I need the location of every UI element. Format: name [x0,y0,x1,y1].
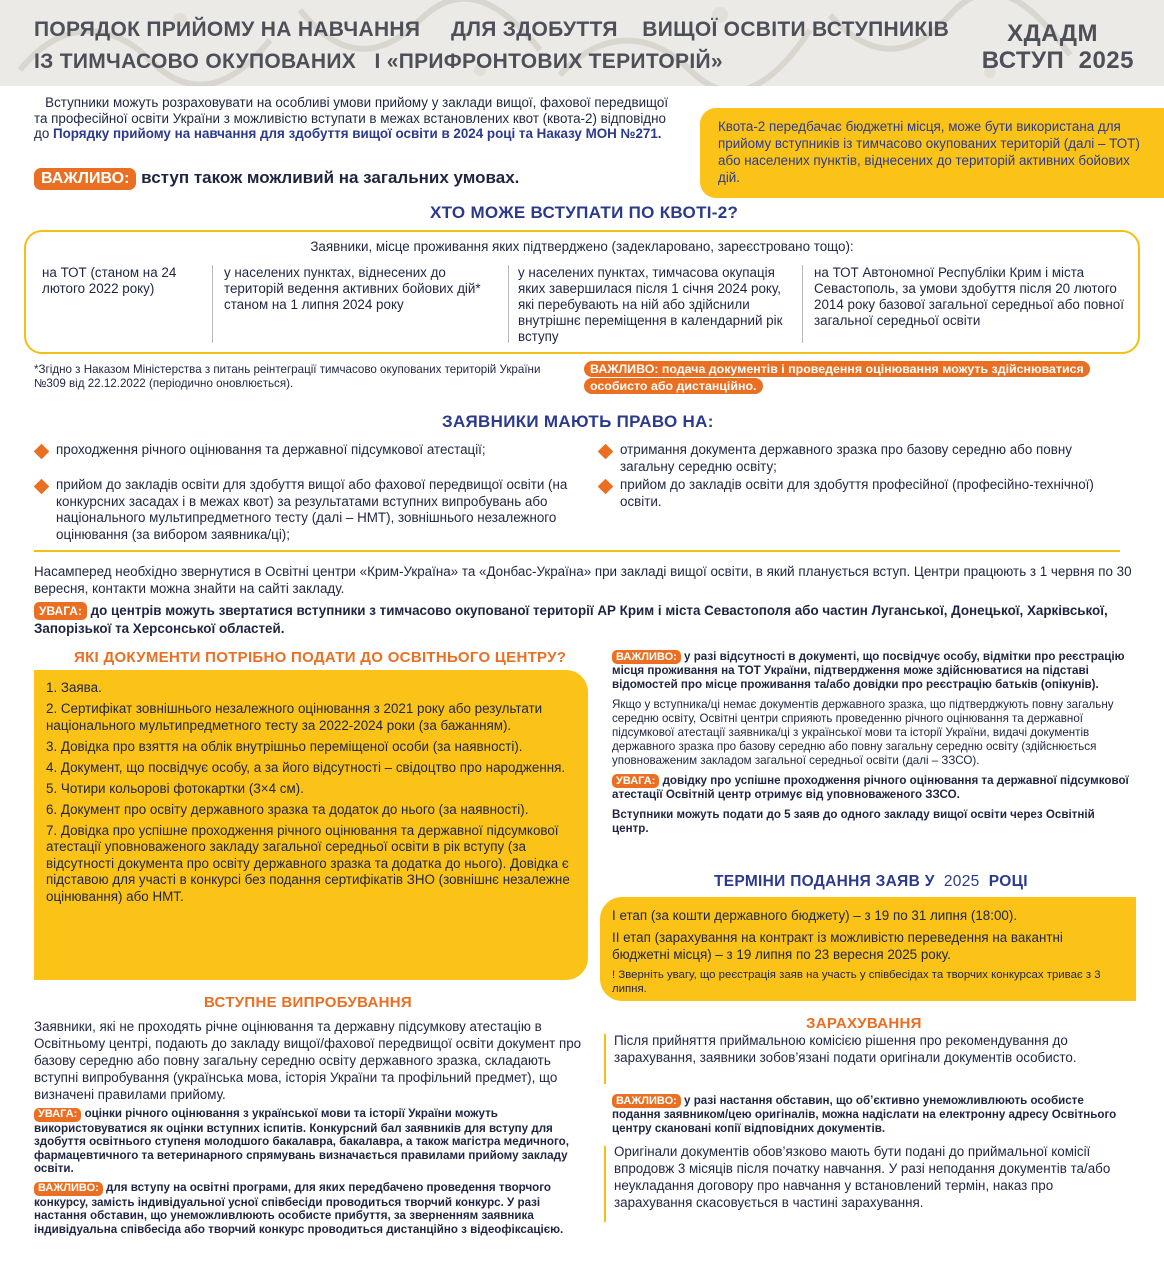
document-item: 2. Сертифікат зовнішнього незалежного оцінювання з 2021 року або результати національного мультипредметного тесту за 2022-2024 роки (за бажанням). [46,701,543,733]
rights-item-text: отримання документа державного зразка про базову середню або повну загальну середню освіту; [620,442,1072,474]
deadlines-title [714,873,1028,891]
deadlines-box [600,897,1136,1001]
accent-bar [604,1146,606,1222]
rights-item-text: прийом до закладів освіти для здобуття вищої або фахової передвищої освіти (на конкурсних засадах і в межах квот) за результатами вступних випробувань або національного мультипредметного тесту (далі – НМТ), зовнішнього незалежного оцінювання (за вибором заявника/ці); [56,477,568,542]
important-tag: ВАЖЛИВО: [612,650,681,664]
enrollment-important [612,1094,1132,1136]
document-item: 1. Заява. [46,680,102,695]
rights-item [34,442,574,459]
who-column-1: на ТОТ (станом на 24 лютого 2022 року) [42,265,177,296]
registration-note [612,650,1132,692]
who-can-apply-box [24,230,1140,354]
column-divider [212,265,213,343]
important-tag: ВАЖЛИВО: [34,1182,103,1196]
deadline-stage-2: ІІ етап (зарахування на контракт із можливістю переведення на вакантні бюджетні місця) – з 19 липня по 23 вересня 2025 року. [612,930,1063,962]
section-divider [34,550,1120,552]
online-submission-note [584,361,1144,395]
enrollment-important-text: у разі настання обставин, що об’єктивно унеможливлюють особисте подання заявником/цею оригіналів, можна надіслати на електронну адресу Освітнього центру скановані копії відповідних документів. [612,1094,1117,1135]
deadlines-title-prefix: ТЕРМІНИ ПОДАННЯ ЗАЯВ У [714,873,935,890]
diamond-bullet-icon [598,444,614,460]
documents-title: ЯКІ ДОКУМЕНТИ ПОТРІБНО ПОДАТИ ДО ОСВІТНЬОГО ЦЕНТРУ? [74,649,567,666]
who-intro: Заявники, місце проживання яких підтверджено (задекларовано, зареєстровано тощо): [310,239,854,254]
registration-note-text: у разі відсутності в документі, що посвідчує особу, відмітки про реєстрацію місця проживання на ТОТ України, підтвердження може здійснюватися на підставі відомостей про місце проживання та/або довідки про реєстрацію батьків (опікунів). [612,650,1125,691]
diamond-bullet-icon [598,479,614,495]
attention-tag: УВАГА: [34,602,87,620]
document-item: 4. Документ, що посвідчує особу, а за його відсутності – свідоцтво про народження. [46,759,566,775]
document-item: 6. Документ про освіту державного зразка та додаток до нього (за наявності). [46,801,529,817]
column-divider [508,265,509,343]
centers-attention [34,602,1134,638]
attention-tag: УВАГА: [34,1108,81,1122]
document-item: 7. Довідка про успішне проходження річного оцінювання та державної підсумкової атестації уповноваженого закладу загальної середньої освіти в рік вступу (за відсутності документа про освіту державного зразка та додатка до нього). Довідка є підставою для участі в конкурсі без подання сертифікатів ЗНО (зовнішнє незалежне оцінювання) або НМТ. [46,822,570,904]
no-documents-note: Якщо у вступника/ці немає документів державного зразка, що підтверджують повну загальну середню освіту, Освітні центри сприяють проведенню річного оцінювання та державної підсумкової атестації заявника/ці з української мови та історії України, видачі документів державного зразка про базову середню або повну загальну середню освіту (здійснюється уповноваженим закладом загальної середньої освіти (далі – ЗЗСО). [612,698,1114,767]
header-title-line-1: ПОРЯДОК ПРИЙОМУ НА НАВЧАННЯ ДЛЯ ЗДОБУТТЯ ВИЩОЇ ОСВІТИ ВСТУПНИКІВ [34,18,950,41]
rights-title: ЗАЯВНИКИ МАЮТЬ ПРАВО НА: [442,412,714,431]
footnote: *Згідно з Наказом Міністерства з питань реінтеграції тимчасово окупованих територій України №309 від 22.12.2022 (періодично оновлюється). [34,363,541,390]
attention-text: до центрів можуть звертатися вступники з тимчасово окупованої території АР Крим і міста Севастополя або частин Луганської, Донецької, Харківської, Запорізької та Херсонської областей. [34,603,1108,636]
column-divider [802,265,803,343]
intro-paragraph [34,95,674,142]
enrollment-text-2: Оригінали документів обов’язково мають бути подані до приймальної комісії впродовж 3 місяців після початку навчання. У разі неподання документів та/або неукладання договору про навчання у встановлений термін, наказ про зарахування скасовується в частині зарахування. [614,1144,1111,1210]
deadlines-title-suffix: РОЦІ [988,873,1028,890]
regulation-link[interactable]: Порядку прийому на навчання для здобуття вищої освіти в 2024 році та Наказу МОН №271. [52,126,662,141]
accent-bar [604,1034,606,1084]
deadline-stage-1: І етап (за кошти державного бюджету) – з 19 по 31 липня (18:00). [612,908,1018,923]
documents-box [34,670,588,980]
deadline-note: ! Зверніть увагу, що реєстрація заяв на участь у співбесідах та творчих конкурсах триває з 3 липня. [612,969,1101,995]
diamond-bullet-icon [34,444,50,460]
exam-important [34,1181,588,1236]
quota-text: Квота-2 передбачає бюджетні місця, може бути використана для прийому вступників із тимчасово окупованих територій (далі – ТОТ) або населених пунктів, віднесених до територій активних бойових дій. [718,119,1140,185]
important-tag: ВАЖЛИВО: [612,1094,681,1108]
important-general-conditions [34,168,519,190]
document-item: 5. Чотири кольорові фотокартки (3×4 см). [46,780,304,796]
rights-item-text: прийом до закладів освіти для здобуття професійної (професійно-технічної) освіти. [620,477,1094,509]
entrance-exam-title: ВСТУПНЕ ВИПРОБУВАННЯ [204,994,412,1011]
entrance-exam-text: Заявники, які не проходять річне оцінювання та державну підсумкову атестацію в Освітньому центрі, подають до закладу вищої/фахової передвищої освіти документ про базову середню або повну загальну середню освіту державного зразка, складають вступні випробування (українська мова, історія України та профільний предмет), що визначені правилами прийому. [34,1019,582,1102]
documents-notes [612,650,1132,842]
diamond-bullet-icon [34,479,50,495]
quota-info-box [700,108,1164,198]
max-applications-note: Вступники можуть подати до 5 заяв до одного закладу вищої освіти через Освітній центр. [612,808,1095,835]
exam-attention-text: оцінки річного оцінювання з української мови та історії України можуть використовуватися як оцінки вступних іспитів. Конкурсний бал заявників для вступу для здобуття освітнього ступеня молодшого бакалавра, бакалавра, а також магістра медичного, фармацевтичного та ветеринарного спрямувань визначається правилами прийому закладу освіти. [34,1107,569,1176]
enrollment-title: ЗАРАХУВАННЯ [806,1015,922,1032]
rights-item-text: проходження річного оцінювання та державної підсумкової атестації; [56,442,486,457]
deadlines-year: 2025 [943,873,980,890]
attention-tag: УВАГА: [612,774,659,788]
org-code: ХДАДМ [1007,20,1098,47]
header-title-line-2: ІЗ ТИМЧАСОВО ОКУПОВАНИХ І «ПРИФРОНТОВИХ ТЕРИТОРІЙ» [34,50,723,73]
documents-list [46,680,578,905]
who-column-3: у населених пунктах, тимчасова окупація яких завершилася після 1 січня 2024 року, які перебувають на ній або здійснили внутрішнє переміщення в календарний рік вступу [518,265,783,344]
rights-item [34,477,574,543]
exam-attention [34,1107,588,1176]
rights-item [598,442,1128,475]
entrance-exam-notes [34,1107,588,1241]
intro-text: Вступники можуть розраховувати на особливі умови прийому у заклади вищої, фахової передвищої та професійної освіти України з можливістю вступати в межах встановлених квот (квота-2) відповідно до [34,95,669,141]
certificate-note-text: довідку про успішне проходження річного оцінювання та державної підсумкової атестації Освітній центр отримує від уповноваженого ЗЗСО. [612,774,1129,801]
online-note-text: ВАЖЛИВО: подача документів і проведення оцінювання можуть здійснюватися особисто або дистанційно. [584,361,1090,394]
campaign-year: ВСТУП 2025 [981,47,1134,74]
important-tag: ВАЖЛИВО: [34,168,136,190]
header-banner [0,0,1164,86]
rights-item [598,477,1128,510]
certificate-note [612,774,1132,802]
who-column-4: на ТОТ Автономної Республіки Крим і міста Севастополь, за умови здобуття після 20 лютого 2014 року базової загальної середньої або повної загальної середньої освіти [814,265,1124,328]
who-can-apply-title: ХТО МОЖЕ ВСТУПАТИ ПО КВОТІ-2? [430,203,739,222]
exam-important-text: для вступу на освітні програми, для яких передбачено проведення творчого конкурсу, замість індивідуальної усної співбесіди проводиться творчий конкурс. У разі настання обставин, що унеможливлюють особисте прибуття, за зверненням заявника індивідуальна співбесіда або творчий конкурс проводиться дистанційно з відеофіксацією. [34,1180,564,1236]
who-column-2: у населених пунктах, віднесених до територій ведення активних бойових дій* станом на 1 липня 2024 року [224,265,481,312]
education-centers-text: Насамперед необхідно звернутися в Освітні центри «Крим-Україна» та «Донбас-Україна» при закладі вищої освіти, в який планується вступ. Центри працюють з 1 червня по 30 вересня, контакти можна знайти на сайті закладу. [34,564,1132,596]
enrollment-text-1: Після прийняття приймальною комісією рішення про рекомендування до зарахування, заявники зобов’язані подати оригінали документів особисто. [614,1033,1077,1065]
document-item: 3. Довідка про взяття на облік внутрішньо переміщеної особи (за наявності). [46,738,523,754]
important-text: вступ також можливий на загальних умовах. [141,168,520,187]
